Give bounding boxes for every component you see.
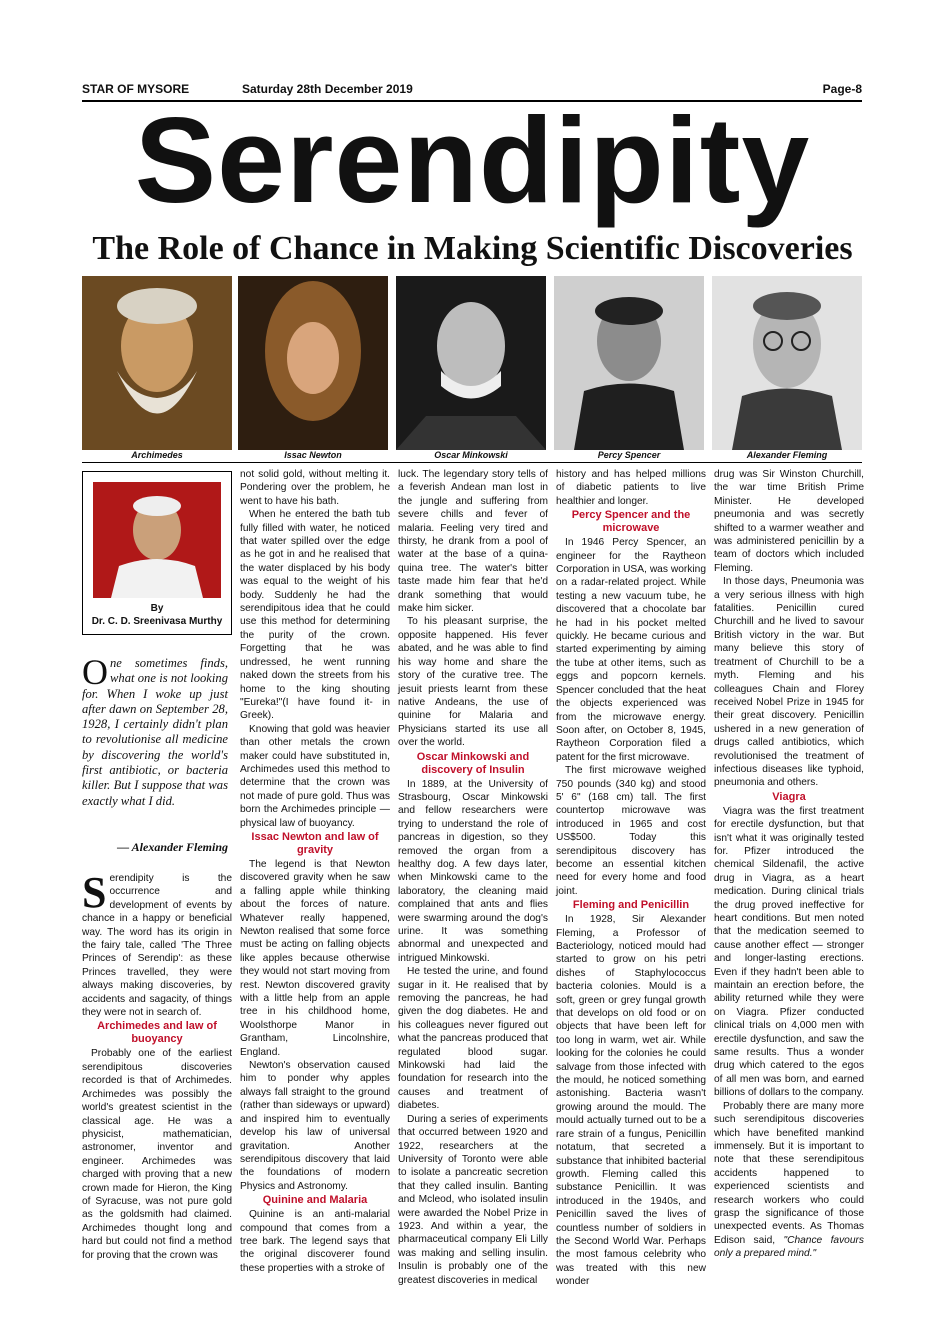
- caption-fleming: Alexander Fleming: [746, 450, 828, 460]
- heading-fleming: Fleming and Penicillin: [572, 899, 690, 912]
- paragraph: In 1928, Sir Alexander Fleming, a Professor of Bacteriology, noticed mould had started to grow on his petri dishes of Staphylococcus bacteria colonies. Mould is a soft, green or grey fungal growth that develops on old food or on objects that have been left for too long in warm, wet air. While looking for the colonies he could salvage from those infected with the mould, he noticed something astonishing. Bacteria wasn't growing around the mould. The mould actually turned out to be a rare strain of a fungus, Penicillin notatum, that secreted a substance that inhibited bacterial growth. Fleming called this substance Penicillin. It was introduced in the 1940s, and Penicillin saved the lives of countless number of soldiers in the Second World War. Perhaps the most famous celebrity who was treated with this new wonder: [556, 914, 706, 1288]
- closing-text: Probably there are many more such serendipitous discoveries which have benefited mankind immensely. But it is important to note that these serendipitous accidents happened to experienced scientists and research workers who could grasp the significance of those unexpected events. As Thomas Edison said,: [714, 1100, 864, 1246]
- author-by: By: [150, 603, 164, 614]
- issue-date: Saturday 28th December 2019: [242, 82, 413, 96]
- column-2: [240, 468, 390, 1275]
- portrait-newton: [238, 276, 388, 450]
- headline: Serendipity: [134, 92, 811, 228]
- portrait-spencer: [554, 276, 704, 450]
- divider: [82, 462, 862, 463]
- paragraph: [714, 1100, 864, 1261]
- paragraph: When he entered the bath tub fully filled with water, he noticed that water spilled over the edge as he got in and he realised that the water displaced by his body was equal to the weight of his body. Suddenly he had the serendipitous idea that he could use this method for determining the purity of the crown. Forgetting that he was undressed, he went running naked down the streets from his home to the king shouting "Eureka!"(I have found it- in Greek).: [240, 509, 390, 722]
- paragraph: To his pleasant surprise, the opposite happened. His fever abated, and he was able to find his way home and share the story of the curative tree. The jesuit priests learnt from these native Andeans, the use of quinine for Malaria and Physicians started its use all over the world.: [398, 616, 548, 749]
- author-name: Dr. C. D. Sreenivasa Murthy: [91, 616, 223, 627]
- paragraph: Newton's observation caused him to ponder why apples always fall straight to the ground (rather than sideways or upward) and inspired him to eventually develop his law of universal gravitation. Another serendipitous discovery that laid the foundations of modern Physics and Astronomy.: [240, 1060, 390, 1192]
- paragraph: Quinine is an anti-malarial compound that comes from a tree bark. The legend says that the original discoverer found these properties with a stroke of: [240, 1209, 390, 1274]
- paragraph: In those days, Pneumonia was a very serious illness with high fatalities. Penicillin cured Churchill and he lived to savour British victory in the war. But many believe this story of treatment of Churchill to be a myth. Fleming and his colleagues Chain and Florey received Nobel Prize in 1945 for their great discovery. Penicillin ushered in a new generation of drugs called antibiotics, which revolutionised the treatment of infectious diseases like typhoid, pneumonia and others.: [714, 576, 864, 789]
- subtitle: The Role of Chance in Making Scientific Discoveries: [92, 230, 853, 267]
- column-5: [714, 468, 864, 1261]
- heading-quinine: Quinine and Malaria: [262, 1194, 368, 1207]
- intro-paragraph: erendipity is the occurrence and development of events by chance in a happy or beneficial way. The word has its origin in the fairy tale, called 'The Three Princes of Serendip': as these Princes travelled, they were always making discoveries, by accidents and sagacity, of things they were not in search of.: [82, 873, 232, 1019]
- column-4: [556, 468, 706, 1289]
- paragraph: Viagra was the first treatment for erectile dysfunction, but that isn't what it was originally tested for. Pfizer introduced the chemical Sildenafil, the active drug in Viagra, as a heart medication. During clinical trials the drug proved ineffective for heart conditions. But men noted that the medication seemed to cause another effect — stronger and longer-lasting erections. Even if they hadn't been able to maintain an erection before, the ability returned while they were on Viagra. Pfizer conducted clinical trials on 4,000 men with erectile dysfunction, and saw the same results. Thus a wonder drug which catered to the egos of all men was born, and earned billions of dollars to the company.: [714, 805, 864, 1099]
- portrait-fleming: [712, 276, 862, 450]
- paragraph: Probably one of the earliest serendipitous discoveries recorded is that of Archimedes. Archimedes was possibly the world's greatest scientist in the classical age. He was a physicist, mathematician, astronomer, inventor and engineer. Archimedes was charged with proving that a new crown made for Hieron, the King of Syracuse, was not pure gold as the goldsmith had claimed. Archimedes thought long and hard but could not find a method for proving that the crown was: [82, 1048, 232, 1261]
- edison-quote: "Chance favours only a prepared mind.": [714, 1234, 864, 1260]
- author-photo: [93, 482, 221, 598]
- quote-attribution: — Alexander Fleming: [117, 840, 228, 854]
- portrait-archimedes: [82, 276, 232, 450]
- column-1: [82, 868, 232, 1262]
- caption-newton: Issac Newton: [284, 450, 342, 460]
- paragraph: In 1889, at the University of Strasbourg, Oscar Minkowski and fellow researchers were trying to understand the role of pancreas in digestion, so they removed the organ from a healthy dog. A few days later, when Minkowski came to the laboratory, the cleaning maid complained that ants and flies were swarming around the dog's urine. It was something abnormal and unexpected and intrigued Minkowski.: [398, 778, 548, 964]
- quote-text: ne sometimes finds, what one is not looking for. When I woke up just after dawn on September 28, 1928, I certainly didn't plan to revolutionise all medicine by discovering the world's first antibiotic, or bacteria killer. But I suppose that was exactly what I did.: [82, 656, 228, 808]
- quote-drop-letter: O: [82, 652, 108, 692]
- heading-archimedes: Archimedes and law of buoyancy: [97, 1020, 217, 1046]
- fleming-quote: [82, 652, 228, 809]
- paragraph: During a series of experiments that occurred between 1920 and 1922, researchers at the University of Toronto were able to isolate a pancreatic secretion that they called insulin. Banting and Mcleod, who isolated insulin were awarded the Nobel Prize in 1923. And within a year, the pharmaceutical company Eli Lilly was making and selling insulin. Insulin is probably one of the greatest discoveries in medical: [398, 1113, 548, 1286]
- paragraph: history and has helped millions of diabetic patients to live healthier and longer.: [556, 469, 706, 507]
- page-number: Page-8: [822, 82, 862, 96]
- paragraph: The first microwave weighed 750 pounds (340 kg) and stood 5' 6" (168 cm) tall. The first countertop microwave was introduced in 1965 and cost US$500. Today this serendipitous discovery has become an essential kitchen need for every home and food joint.: [556, 765, 706, 897]
- paragraph: Knowing that gold was heavier than other metals the crown maker could have substituted in, Archimedes used this method to determine that the crown was not made of pure gold. Thus was born the Archimedes principle — physical law of buoyancy.: [240, 723, 390, 829]
- paragraph: not solid gold, without melting it. Pondering over the problem, he went to have his bath.: [240, 469, 390, 507]
- caption-archimedes: Archimedes: [131, 450, 183, 460]
- paper-name: STAR OF MYSORE: [82, 82, 190, 96]
- heading-spencer: Percy Spencer and the microwave: [571, 509, 691, 535]
- author-box: [82, 471, 232, 635]
- column-3: [398, 468, 548, 1287]
- caption-minkowski: Oscar Minkowski: [434, 450, 508, 460]
- heading-viagra: Viagra: [772, 790, 806, 803]
- heading-minkowski: Oscar Minkowski and discovery of Insulin: [416, 750, 530, 776]
- drop-cap: S: [82, 868, 107, 917]
- paragraph: In 1946 Percy Spencer, an engineer for the Raytheon Corporation in USA, was working on a radar-related project. While testing a new vacuum tube, he discovered that a chocolate bar he had in his pocket melted quickly. He became curious and started experimenting by aiming the tube at other items, such as eggs and popcorn kernels. Spencer concluded that the heat the objects experienced was from the microwave energy. Soon after, on October 8, 1945, Raytheon Corporation filed a patent for the first microwave.: [556, 537, 706, 763]
- paragraph: luck. The legendary story tells of a feverish Andean man lost in the jungle and suffering from severe chills and fever of malaria. Feeling very tired and thirsty, he drank from a pool of water at the base of a quina-quina tree. The water's bitter taste made him fear that he'd drank something that would make him sicker.: [398, 469, 548, 615]
- paragraph: drug was Sir Winston Churchill, the war time British Prime Minister. He developed pneumonia and was secretly shifted to a warmer weather and was administered penicillin by a team of doctors which included Fleming.: [714, 469, 864, 574]
- paragraph: The legend is that Newton discovered gravity when he saw a falling apple while thinking about the forces of nature. Whatever really happened, Newton realised that some force must be acting on falling objects like apples because otherwise they would not start moving from rest. Newton discovered gravity with a little help from an apple tree in his childhood home, Woolsthorpe Manor in Grantham, Lincolnshire, England.: [240, 858, 390, 1058]
- heading-newton: Issac Newton and law of gravity: [251, 830, 379, 856]
- paragraph: He tested the urine, and found sugar in it. He realised that by removing the pancreas, he had given the dog diabetes. He and his colleagues never figured out what the pancreas produced that regulated blood sugar. Minkowski had laid the foundation for research into the causes and treatment of diabetes.: [398, 966, 548, 1112]
- portrait-minkowski: [396, 276, 546, 450]
- caption-spencer: Percy Spencer: [597, 450, 661, 460]
